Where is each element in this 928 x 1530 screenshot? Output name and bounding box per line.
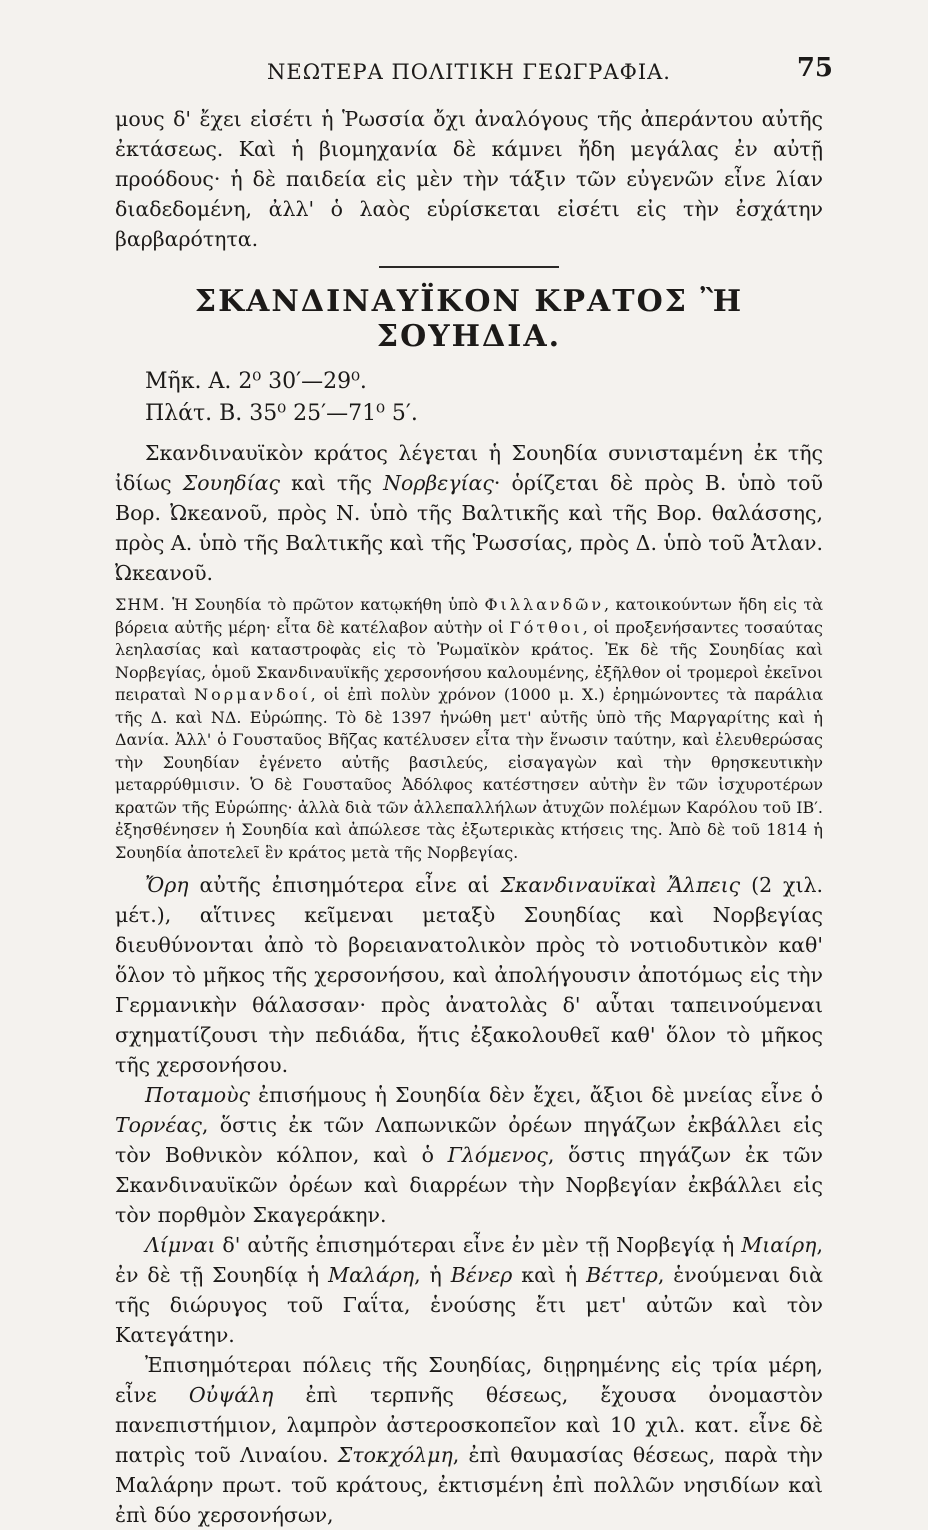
spaced-term: Γότθοι [509, 617, 583, 637]
text-run: , ἐπὶ θαυμασίας θέσεως, παρὰ τὴν Μαλάρην πρωτ. τοῦ κράτους, ἐκτισμένη ἐπὶ πολλῶν νησιδίων καὶ ἐπὶ δύο χερσονήσων, [115, 1443, 823, 1527]
mountains-paragraph [115, 870, 823, 1080]
spaced-term: Φιλλανδῶν [484, 595, 605, 614]
section-heading: ΣΚΑΝΔΙΝΑΥΪΚΟΝ ΚΡΑΤΟΣ Ἢ ΣΟΥΗΔΙΑ. [194, 284, 744, 354]
italic-term: Σουηδίας [182, 471, 280, 495]
lakes-paragraph [115, 1230, 823, 1350]
running-title: ΝΕΩΤΕΡΑ ΠΟΛΙΤΙΚΗ ΓΕΩΓΡΑΦΙΑ. [267, 60, 671, 84]
latitude-line: Πλάτ. Β. 35⁰ 25′—71⁰ 5′. [145, 401, 418, 426]
italic-term: Τορνέας [115, 1113, 202, 1137]
text-run: ἐπὶ τερπνῆς θέσεως, ἔχουσα ὀνομαστὸν πανεπιστήμιον, λαμπρὸν ἀστεροσκοπεῖον καὶ 10 χιλ. κατ. εἶνε δὲ πατρὶς τοῦ Λιναίου. [115, 1383, 823, 1467]
text-run: αὐτῆς ἐπισημότερα εἶνε αἱ [188, 873, 501, 897]
text-run: καὶ ἡ [512, 1263, 587, 1287]
text-run: ἐπισήμους ἡ Σουηδία δὲν ἔχει, ἄξιοι δὲ μνείας εἶνε ὁ [250, 1083, 823, 1107]
text-run: Σκανδιναυϊκὸν κράτος λέγεται ἡ Σουηδία συνισταμένη ἐκ τῆς ἰδίως [115, 441, 823, 495]
italic-term: Βένερ [450, 1263, 513, 1287]
italic-term: Λίμναι [145, 1233, 216, 1257]
page-number: 75 [796, 53, 833, 83]
text-run: , κατοικούντων ἤδη εἰς τὰ βόρεια αὐτῆς μέρη· εἶτα δὲ κατέλαβον αὐτὴν οἱ [115, 595, 823, 637]
spaced-term: Νορμανδοί [194, 685, 311, 704]
italic-term: Στοκχόλμη [337, 1443, 453, 1467]
italic-term: Νορβεγίας [383, 471, 494, 495]
cities-paragraph [115, 1350, 823, 1530]
text-run: (2 χιλ. μέτ.), αἵτινες κεῖμεναι μεταξὺ Σουηδίας καὶ Νορβεγίας διευθύνονται ἀπὸ τὸ βορειανατολικὸν πρὸς τὸ νοτιοδυτικὸν καθ' ὅλον τὸ μῆκος τῆς χερσονήσου, καὶ ἀπολήγουσιν ἀποτόμως εἰς τὴν Γερμανικὴν θάλασσαν· πρὸς ἀνατολὰς δ' αὗται ταπεινούμεναι σχηματίζουσι τὴν πεδιάδα, ἥτις ἐξακολουθεῖ καθ' ὅλον τὸ μῆκος τῆς χερσονήσου. [115, 873, 823, 1077]
rivers-paragraph [115, 1080, 823, 1230]
historical-note [115, 594, 823, 864]
italic-term: Ποταμοὺς [145, 1083, 251, 1107]
text-run: , οἱ προξενήσαντες τοσαύτας λεηλασίας καὶ καταστροφὰς εἰς τὸ Ῥωμαϊκὸν κράτος. Ἐκ δὲ τῆς Σουηδίας καὶ Νορβεγίας, ὁμοῦ Σκανδιναυϊκῆς χερσονήσου καλουμένης, ἐξῆλθον οἱ τρομεροὶ ἐκεῖνοι πειραταὶ [115, 617, 824, 704]
running-head [115, 48, 833, 96]
italic-term: Σκανδιναυϊκαὶ Ἄλπεις [500, 873, 741, 897]
definition-paragraph [115, 438, 823, 588]
note-label: ΣΗΜ. [115, 595, 166, 614]
italic-term: Μαλάρη [328, 1263, 415, 1287]
text-run: δ' αὐτῆς ἐπισημότεραι εἶνε ἐν μὲν τῇ Νορβεγίᾳ ἡ [215, 1233, 742, 1257]
text-run: · ὁρίζεται δὲ πρὸς Β. ὑπὸ τοῦ Βορ. Ὠκεανοῦ, πρὸς Ν. ὑπὸ τῆς Βαλτικῆς καὶ τῆς Βορ. θαλάσσης, πρὸς Α. ὑπὸ τῆς Βαλτικῆς καὶ τῆς Ῥωσσίας, πρὸς Δ. ὑπὸ τοῦ Ἀτλαν. Ὠκεανοῦ. [115, 471, 823, 585]
text-run: , ἑνούμεναι διὰ τῆς διώρυγος τοῦ Γαΐτα, ἑνούσης ἔτι μετ' αὐτῶν καὶ τὸν Κατεγάτην. [115, 1263, 823, 1347]
italic-term: Μιαίρη [741, 1233, 817, 1257]
text-run: , ὅστις ἐκ τῶν Λαπωνικῶν ὀρέων πηγάζων ἐκβάλλει εἰς τὸν Βοθνικὸν κόλπον, καὶ ὁ [115, 1113, 823, 1167]
text-run: Ἡ Σουηδία τὸ πρῶτον κατῳκήθη ὑπὸ [165, 595, 485, 614]
text-run: , ὅστις πηγάζων ἐκ τῶν Σκανδιναυϊκῶν ὀρέων καὶ διαρρέων τὴν Νορβεγίαν ἐκβάλλει εἰς τὸν πορθμὸν Σκαγεράκην. [115, 1143, 823, 1227]
text-run: , οἱ ἐπὶ πολὺν χρόνον (1000 μ. Χ.) ἐρημώνοντες τὰ παράλια τῆς Δ. καὶ ΝΔ. Εὐρώπης. Τὸ δὲ 1397 ἡνώθη μετ' αὐτῆς ὑπὸ τῆς Μαργαρίτης καὶ ἡ Δανία. Ἀλλ' ὁ Γουσταῦος Βῆζας κατέλυσεν εἶτα τὴν ἕνωσιν ταύτην, καὶ ἐλευθερώσας τὴν Σουηδίαν ἐγένετο αὐτῆς βασιλεύς, εἰσαγαγὼν καὶ τὴν θρησκευτικὴν μεταρρύθμισιν. Ὁ δὲ Γουσταῦος Ἀδόλφος κατέστησεν αὐτὴν ἓν τῶν ἰσχυροτέρων κρατῶν τῆς Εὐρώπης· ἀλλὰ διὰ τῶν ἀλλεπαλλήλων ἀτυχῶν πολέμων Καρόλου τοῦ ΙΒ′. ἐξησθένησεν ἡ Σουηδία καὶ ἀπώλεσε τὰς ἐξωτερικὰς κτήσεις της. Ἀπὸ δὲ τοῦ 1814 ἡ Σουηδία ἀποτελεῖ ἓν κράτος μετὰ τῆς Νορβεγίας. [115, 685, 823, 862]
italic-term: Γλόμενος [447, 1143, 548, 1167]
italic-term: Οὐψάλη [188, 1383, 274, 1407]
longitude-line: Μῆκ. Α. 2⁰ 30′—29⁰. [145, 369, 367, 394]
text-run: , ἐν δὲ τῇ Σουηδίᾳ ἡ [115, 1233, 823, 1287]
italic-term: Βέττερ [586, 1263, 658, 1287]
italic-term: Ὄρη [145, 873, 189, 897]
section-divider [379, 266, 559, 268]
text-run: καὶ τῆς [280, 471, 384, 495]
text-run: , ἡ [414, 1263, 451, 1287]
intro-paragraph: μους δ' ἔχει εἰσέτι ἡ Ῥωσσία ὄχι ἀναλόγους τῆς ἀπεράντου αὐτῆς ἐκτάσεως. Καὶ ἡ βιομηχανία δὲ κάμνει ἤδη μεγάλας ἐν αὐτῇ προόδους· ἡ δὲ παιδεία εἰς μὲν τὴν τάξιν τῶν εὐγενῶν εἶνε λίαν διαδεδομένη, ἀλλ' ὁ λαὸς εὑρίσκεται εἰσέτι εἰς τὴν ἐσχάτην βαρβαρότητα. [115, 107, 823, 251]
text-run: Ἐπισημότεραι πόλεις τῆς Σουηδίας, διῃρημένης εἰς τρία μέρη, εἶνε [115, 1353, 823, 1407]
